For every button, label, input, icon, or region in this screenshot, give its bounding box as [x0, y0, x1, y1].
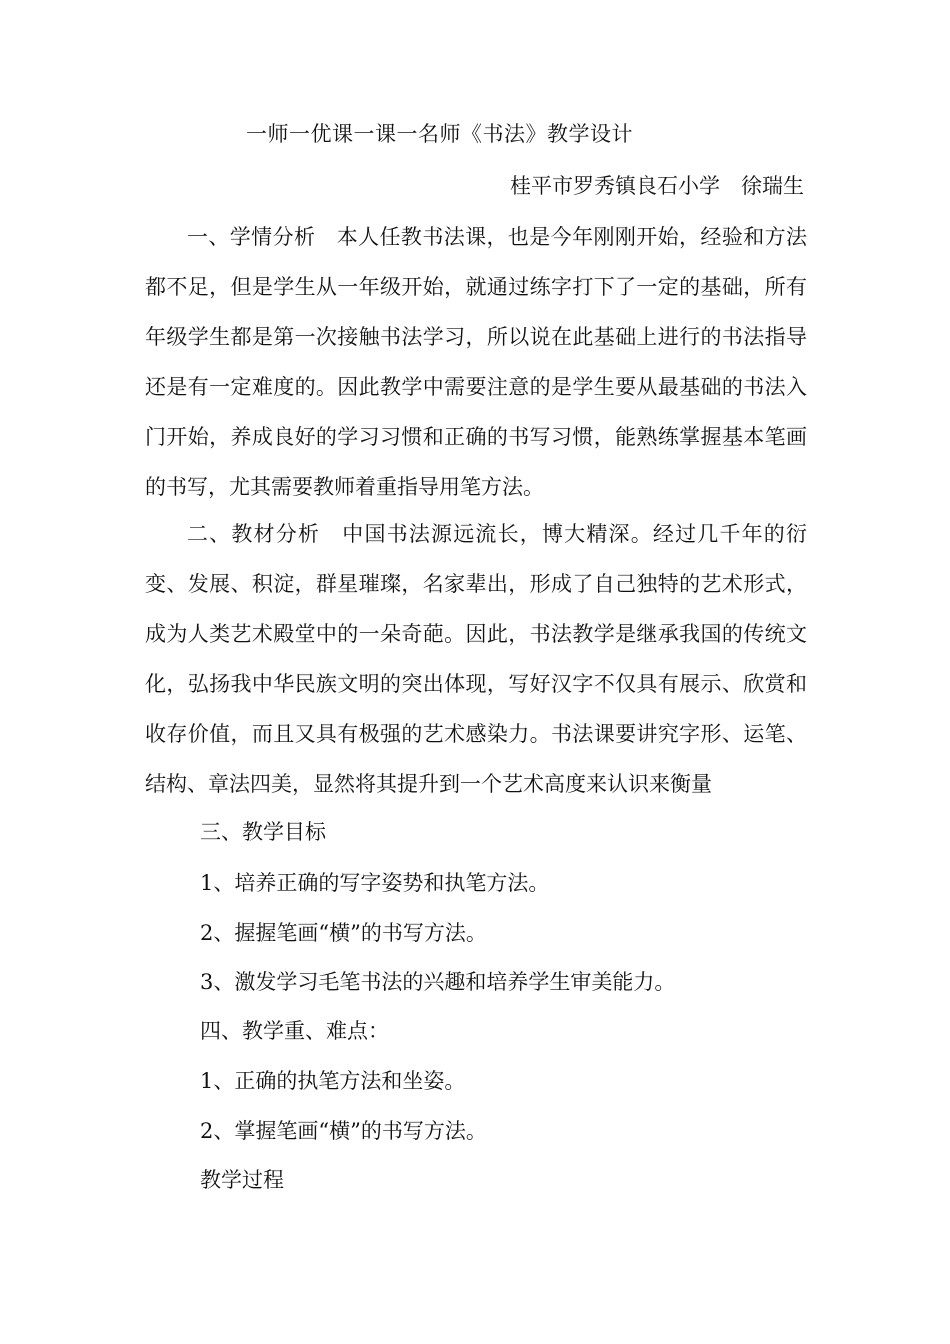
- process-heading: 教学过程: [200, 1168, 284, 1192]
- keypoint-item: 1、正确的执笔方法和坐姿。: [200, 1069, 466, 1093]
- section-keypoints-heading: 四、教学重、难点：: [200, 1019, 389, 1043]
- goal-item: 1、培养正确的写字姿势和执笔方法。: [200, 871, 550, 895]
- author-line: 桂平市罗秀镇良石小学 徐瑞生: [510, 174, 804, 198]
- goal-item: 2、握握笔画“横”的书写方法。: [200, 921, 487, 945]
- keypoint-item: 2、掌握笔画“横”的书写方法。: [200, 1119, 487, 1143]
- goal-item: 3、激发学习毛笔书法的兴趣和培养学生审美能力。: [200, 970, 676, 994]
- section-goals-heading: 三、教学目标: [200, 820, 326, 844]
- section-material-analysis: 二、教材分析 中国书法源远流长，博大精深。经过几千年的衍变、发展、积淀，群星璀璨，名家辈出，形成了自己独特的艺术形式，成为人类艺术殿堂中的一朵奇葩。因此，书法教学是继承我国的传统文化，弘扬我中华民族文明的突出体现，写好汉字不仅具有展示、欣赏和收存价值，而且又具有极强的艺术感染力。书法课要讲究字形、运笔、结构、章法四美，显然将其提升到一个艺术高度来认识来衡量: [145, 522, 807, 796]
- section-learner-analysis: 一、学情分析 本人任教书法课，也是今年刚刚开始，经验和方法都不足，但是学生从一年级开始，就通过练字打下了一定的基础，所有年级学生都是第一次接触书法学习，所以说在此基础上进行的书法指导还是有一定难度的。因此教学中需要注意的是学生要从最基础的书法入门开始，养成良好的学习习惯和正确的书写习惯，能熟练掌握基本笔画的书写，尤其需要教师着重指导用笔方法。: [145, 225, 807, 499]
- document-title: 一师一优课一课一名师《书法》教学设计: [246, 122, 633, 146]
